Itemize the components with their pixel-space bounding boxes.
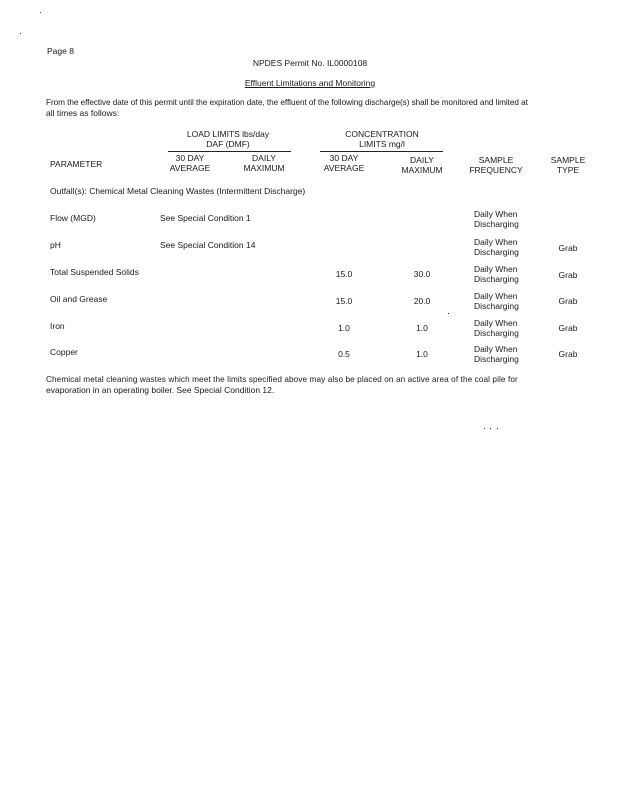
row-parameter: Total Suspended Solids: [50, 267, 139, 277]
load-maximum-header: MAXIMUM: [243, 163, 285, 173]
page-label: Page 8: [47, 46, 74, 56]
scan-speck: [484, 428, 485, 429]
row-frequency-line2: Discharging: [474, 354, 519, 364]
row-parameter: Copper: [50, 347, 78, 357]
row-frequency-line1: Daily When: [474, 318, 518, 328]
concentration-limits-rule: [320, 151, 443, 152]
row-frequency-line2: Discharging: [474, 328, 519, 338]
concentration-limits-header: CONCENTRATION: [345, 129, 419, 139]
row-sample-type: Grab: [558, 323, 578, 333]
row-conc-avg: 15.0: [335, 296, 353, 306]
row-conc-max: 20.0: [413, 296, 431, 306]
row-frequency-line2: Discharging: [474, 219, 519, 229]
frequency-header: FREQUENCY: [469, 165, 523, 175]
row-frequency-line1: Daily When: [474, 209, 518, 219]
row-conc-max: 1.0: [416, 323, 428, 333]
row-frequency-line1: Daily When: [474, 344, 518, 354]
concentration-limits-subheader: LIMITS mg/l: [359, 139, 405, 149]
row-conc-avg: 1.0: [338, 323, 350, 333]
row-sample-type: Grab: [558, 349, 578, 359]
conc-maximum-header: MAXIMUM: [401, 165, 443, 175]
parameter-header: PARAMETER: [50, 159, 103, 169]
section-title: Effluent Limitations and Monitoring: [244, 78, 376, 88]
intro-line-2: all times as follows:: [46, 108, 120, 118]
row-conc-avg: 15.0: [335, 269, 353, 279]
row-conc-max: 30.0: [413, 269, 431, 279]
load-limits-subheader: DAF (DMF): [206, 139, 250, 149]
row-frequency-line1: Daily When: [474, 237, 518, 247]
load-30-day-header: 30 DAY: [175, 153, 205, 163]
scan-speck: [497, 428, 498, 429]
row-parameter: Flow (MGD): [50, 213, 96, 223]
footnote-line-2: evaporation in an operating boiler. See Special Condition 12.: [46, 385, 275, 395]
row-frequency-line1: Daily When: [474, 264, 518, 274]
row-frequency-line2: Discharging: [474, 274, 519, 284]
load-average-header: AVERAGE: [169, 163, 211, 173]
row-conc-max: 1.0: [416, 349, 428, 359]
intro-line-1: From the effective date of this permit until the expiration date, the effluent of the following discharge(s) shall be monitored and limited at: [46, 98, 528, 107]
outfall-label: Outfall(s): Chemical Metal Cleaning Wastes (Intermittent Discharge): [50, 186, 306, 196]
conc-daily-header: DAILY: [410, 155, 434, 165]
sample-frequency-header: SAMPLE: [478, 155, 514, 165]
conc-average-header: AVERAGE: [323, 163, 365, 173]
load-limits-header: LOAD LIMITS lbs/day: [186, 129, 270, 139]
scan-speck: [448, 313, 449, 314]
row-conc-avg: 0.5: [338, 349, 350, 359]
scan-speck: [20, 33, 21, 34]
row-frequency-line2: Discharging: [474, 301, 519, 311]
row-sample-type: Grab: [558, 270, 578, 280]
row-note: See Special Condition 1: [160, 213, 251, 223]
conc-30-day-header: 30 DAY: [329, 153, 359, 163]
row-sample-type: Grab: [558, 243, 578, 253]
row-parameter: Iron: [50, 321, 65, 331]
type-header: TYPE: [556, 165, 580, 175]
row-parameter: Oil and Grease: [50, 294, 108, 304]
row-frequency-line1: Daily When: [474, 291, 518, 301]
row-sample-type: Grab: [558, 296, 578, 306]
permit-number: NPDES Permit No. IL0000108: [252, 58, 368, 68]
sample-type-header: SAMPLE: [550, 155, 586, 165]
load-limits-rule: [168, 151, 291, 152]
footnote-line-1: Chemical metal cleaning wastes which meet the limits specified above may also be placed on an active area of the coal pile for: [46, 375, 518, 384]
scan-speck: [490, 428, 491, 429]
row-frequency-line2: Discharging: [474, 247, 519, 257]
row-note: See Special Condition 14: [160, 240, 256, 250]
row-parameter: pH: [50, 240, 61, 250]
scan-speck: [40, 12, 41, 13]
load-daily-header: DAILY: [252, 153, 276, 163]
